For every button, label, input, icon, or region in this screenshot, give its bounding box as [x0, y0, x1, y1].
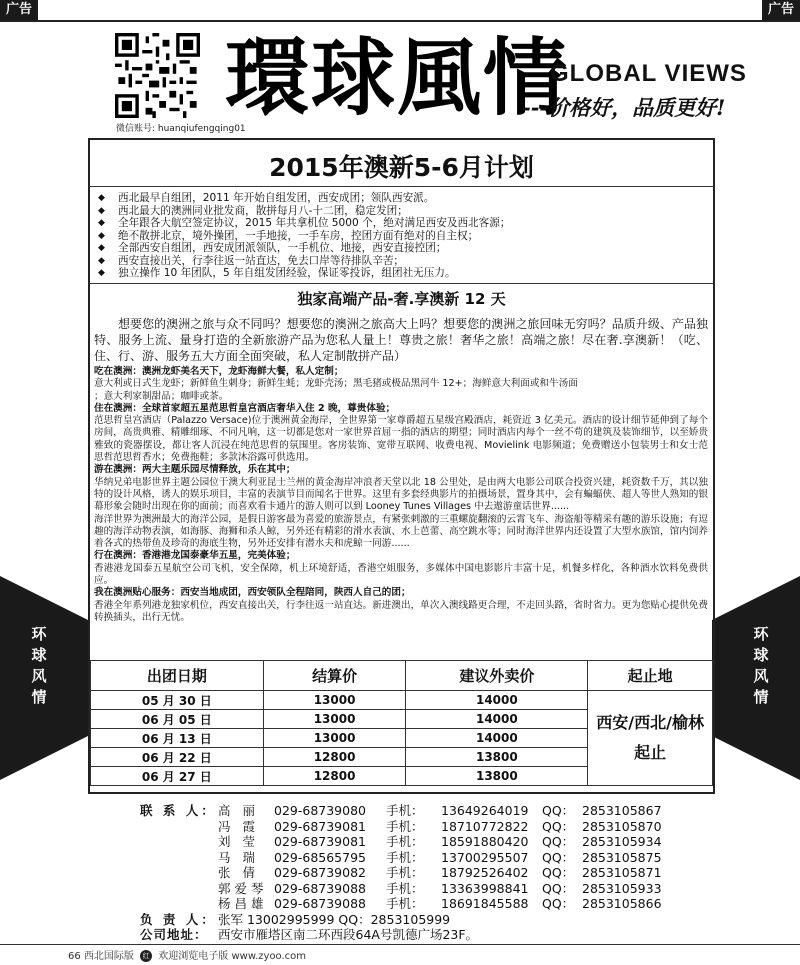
contact-phone: 029-68739088: [274, 896, 366, 911]
settlement-price: 12800: [263, 767, 406, 786]
contact-name: 张 倩: [218, 865, 259, 880]
list-item: ◆ 全部西安自组团，西安成团派领队，一手机位、地接，西安直接控团；: [98, 242, 447, 254]
contact-phone: 029-68565795: [274, 849, 366, 865]
address-label: 公司地址：: [140, 927, 208, 942]
mobile-label: 手机：: [386, 880, 424, 896]
contact-qq: 2853105934: [582, 834, 662, 849]
contact-row: [140, 881, 700, 897]
contact-row: [140, 834, 700, 850]
mobile-label: 手机：: [386, 849, 424, 865]
contact-row: [140, 896, 700, 912]
contact-qq: 2853105875: [582, 849, 662, 865]
footer-rule: [0, 944, 800, 945]
contact-block: [140, 803, 700, 943]
contact-phone: 029-68739088: [274, 880, 366, 896]
wechat-account: 微信账号: huanqiufengqing01: [116, 124, 246, 134]
list-item: ◆ 西北最早自组团，2011 年开始自组发团，西安成团；领队西安派。: [98, 192, 435, 204]
product-details: [94, 366, 708, 624]
product-intro: 想要您的澳洲之旅与众不同吗？想要您的澳洲之旅高大上吗？想要您的澳洲之旅回味无穷吗？品质升级、产品独特、服务上流、量身打造的全新旅游产品为您私人量上！尊贵之旅！奢华之旅！高端之旅！尽在奢.享澳新！（吃、住、行、游、服务五大方面全面突破，私人定制散拼产品）: [94, 317, 708, 363]
contact-mobile: 13649264019: [441, 803, 529, 818]
ad-label-right: 广告: [762, 0, 800, 20]
contact-phone: 029-68739082: [274, 865, 366, 880]
section-name: 西北国际版: [83, 951, 134, 962]
contact-mobile: 18710772822: [441, 818, 529, 834]
qq-label: QQ：: [542, 849, 575, 865]
table-row: [91, 691, 713, 710]
contact-qq: 2853105933: [582, 880, 662, 896]
contact-name: 刘 莹: [218, 834, 259, 849]
edition-badge-icon: 红: [140, 950, 152, 962]
list-item: ◆ 西安直接出关，行李往返一站直达，免去口岸等待排队辛苦；: [98, 254, 405, 267]
feature-list: [98, 192, 708, 280]
ad-label-left: 广告: [0, 0, 38, 20]
responsible-row: [140, 912, 700, 928]
departure-date: 06 月 22 日: [91, 748, 264, 767]
settlement-price: 13000: [263, 691, 406, 710]
contact-name: 马 瑞: [218, 849, 259, 865]
contact-qq: 2853105870: [582, 818, 662, 834]
detail-text: 海洋世界为澳洲最大的海洋公园，是假日游客最为喜爱的旅游景点，有紧张刺激的三重螺旋翻滚的云霄飞车、海盗船等精采有趣的游乐设施；有逗趣的海洋动物表演，如海豚、海狮和杀人鲸，另外还有精彩的滑水表演、水上芭蕾、高空跳水等；同时海洋世界内还设置了大型水族馆，馆内饲养着各式的热带鱼及珍奇的海底生物，另外还安排有潜水夫和虎鲸一同游......: [94, 513, 708, 550]
top-rule: [0, 20, 800, 22]
detail-text: 香港港龙国泰五星航空公司飞机，安全保障，机上环境舒适，香港空姐服务，多媒体中国电影影片丰富十足，机餐多样化，各种酒水饮料免费供应。: [94, 562, 708, 587]
column-header: 结算价: [263, 661, 406, 691]
global-views-title: GLOBAL VIEWS: [550, 60, 747, 87]
list-item: ◆ 独立操作 10 年团队，5 年自组发团经验，保证零投诉，组团社无压力。: [98, 267, 456, 279]
contact-mobile: 13700295507: [441, 849, 529, 865]
qq-label: QQ：: [542, 896, 575, 911]
retail-price: 13800: [406, 748, 588, 767]
price-table: [90, 660, 713, 786]
column-header: 起止地: [588, 661, 713, 691]
diamond-icon: ◆: [98, 230, 105, 241]
contact-row: [140, 865, 700, 881]
departure-date: 06 月 13 日: [91, 729, 264, 748]
mobile-label: 手机：: [386, 865, 424, 880]
detail-text: 范思哲皇宫酒店（Palazzo Versace)位于澳洲黄金海岸，全世界第一家尊爵超五星级宫殿酒店，耗资近 3 亿美元。酒店的设计细节延伸到了每个房间，高贵典雅、精雕细琢、不同凡响，这一切都是您对一家世界首屈一指的酒店的期望；同时酒店内每个一丝不苟的建筑及装饰细节，以至娇贵雅致的瓷器摆设，都让客人沉浸在纯范思哲的氛围里。客房装饰、宽带互联网、收费电视、Movielink 电影频道；免费赠送小包装男士和女士范思哲范思哲香水；免费拖鞋；多款沐浴露可供选用。: [94, 415, 708, 464]
product-title: 独家高端产品-奢.享澳新 12 天: [297, 290, 506, 308]
qq-label: QQ：: [542, 880, 575, 896]
list-item: ◆ 西北最大的澳洲同业批发商，散拼每月八-十二团，稳定发团；: [98, 204, 408, 217]
detail-heading: 吃在澳洲：澳洲龙虾美名天下，龙虾海鲜大餐，私人定制；: [94, 366, 344, 377]
side-tab-left-text: 环球风情: [31, 625, 47, 706]
table-header-row: [91, 661, 713, 691]
contact-row: [140, 819, 700, 835]
contact-name: 杨昌雄: [218, 896, 268, 911]
qr-code-icon: [115, 33, 200, 118]
detail-heading: 行在澳洲：香港港龙国泰豪华五星，完美体验；: [94, 550, 296, 562]
contact-name: 郭爱琴: [218, 880, 268, 896]
contact-phone: 029-68739081: [274, 834, 366, 849]
divider: [88, 186, 715, 187]
settlement-price: 13000: [263, 710, 406, 729]
contact-mobile: 18792526402: [441, 865, 529, 880]
qq-label: QQ：: [542, 865, 575, 880]
page-footer: [68, 947, 306, 962]
settlement-price: 13000: [263, 729, 406, 748]
diamond-icon: ◆: [98, 243, 105, 253]
contact-qq: 2853105871: [582, 865, 662, 880]
side-tab-right-text: 环球风情: [753, 625, 769, 706]
contact-row: [140, 850, 700, 866]
mobile-label: 手机：: [386, 803, 424, 818]
diamond-icon: ◆: [98, 268, 105, 278]
detail-text: 华纳兄弟电影世界主题公园位于澳大利亚昆士兰州的黄金海岸冲浪者天堂以北 18 公里处，是由两大电影公司联合投资兴建，耗资数千万，其以独特的设计风格，诱人的娱乐项目，丰富的表演节目而闻名于世界。这里有多套经典影片的拍摄场景，置身其中，会有蝙蝠侠、超人等世人熟知的银幕形象会随时出现在你的面前；而喜欢看卡通片的游人则可以到 Looney Tunes Villages 中去遨游童话世界......: [94, 476, 708, 513]
responsible-label: 负 责 人：: [140, 911, 217, 927]
retail-price: 14000: [406, 710, 588, 729]
brand-logo: 環球風情: [225, 28, 570, 127]
retail-price: 13800: [406, 767, 588, 786]
divider: [88, 283, 715, 284]
contact-row: [140, 803, 700, 819]
retail-price: 14000: [406, 691, 588, 710]
departure-date: 06 月 05 日: [91, 710, 264, 729]
contact-qq: 2853105866: [582, 896, 662, 911]
diamond-icon: ◆: [98, 218, 105, 228]
destination-line: 起止: [634, 743, 667, 762]
retail-price: 14000: [406, 729, 588, 748]
footer-link[interactable]: 欢迎浏览电子版 www.zyoo.com: [158, 951, 307, 962]
detail-text: 意大利或日式生龙虾；新鲜鱼生刺身；新鲜生蚝；龙虾壳汤；黑毛猪或极品黑河牛 12+；海鲜意大利面或和牛汤面: [94, 378, 578, 390]
mobile-label: 手机：: [386, 834, 424, 849]
diamond-icon: ◆: [98, 193, 105, 203]
contact-name: 冯 霞: [218, 818, 259, 834]
detail-heading: 住在澳洲：全球首家超五星范思哲皇宫酒店奢华入住 2 晚，尊贵体验；: [94, 402, 396, 414]
diamond-icon: ◆: [98, 205, 105, 216]
detail-text: ；意大利家制甜品；咖啡或茶。: [94, 390, 229, 402]
destination-cell: [588, 691, 713, 786]
address-value: 西安市雁塔区南二环西段64A号凯德广场23F。: [218, 927, 479, 942]
list-item: ◆ 全年跟各大航空签定协议，2015 年共拿机位 5000 个，绝对满足西安及西北客源；: [98, 217, 511, 229]
qq-label: QQ：: [542, 818, 575, 834]
contact-mobile: 18691845588: [441, 896, 529, 911]
contact-mobile: 18591880420: [441, 834, 529, 849]
list-item: ◆ 绝不散拼北京，境外操团，一手地接，一手车房，控团方面有绝对的自主权；: [98, 229, 479, 242]
contact-phone: 029-68739080: [274, 803, 366, 818]
page-number: 66: [68, 951, 81, 962]
column-header: 建议外卖价: [406, 661, 588, 691]
responsible-value: 张军 13002995999 QQ：2853105999: [218, 911, 451, 927]
settlement-price: 12800: [263, 748, 406, 767]
diamond-icon: ◆: [98, 255, 105, 266]
column-header: 出团日期: [91, 661, 264, 691]
plan-title: 2015年澳新5-6月计划: [269, 153, 534, 182]
departure-date: 06 月 27 日: [91, 767, 264, 786]
detail-heading: 游在澳洲：两大主题乐园尽情释放，乐在其中；: [94, 464, 296, 476]
detail-heading: 我在澳洲贴心服务：西安当地成团，西安领队全程陪同，陕西人自己的团；: [94, 587, 411, 599]
mobile-label: 手机：: [386, 896, 424, 911]
address-row: [140, 927, 700, 943]
destination-line: 西安/西北/榆林: [596, 713, 704, 732]
contact-mobile: 13363998841: [441, 880, 529, 896]
slogan: ---价格好，品质更好!: [522, 95, 726, 120]
detail-text: 香港全年系列港龙独家机位，西安直接出关，行李往返一站直达。新进澳出，单次入澳线路更合理，不走回头路，省时省力。更为您贴心提供免费转换插头，出行无忧。: [94, 599, 708, 623]
qq-label: QQ：: [542, 803, 575, 818]
mobile-label: 手机：: [386, 818, 424, 834]
contact-label: 联 系 人：: [140, 803, 217, 818]
contact-phone: 029-68739081: [274, 818, 366, 834]
departure-date: 05 月 30 日: [91, 691, 264, 710]
contact-qq: 2853105867: [582, 803, 662, 818]
qq-label: QQ：: [542, 834, 575, 849]
contact-name: 高 丽: [218, 803, 259, 818]
